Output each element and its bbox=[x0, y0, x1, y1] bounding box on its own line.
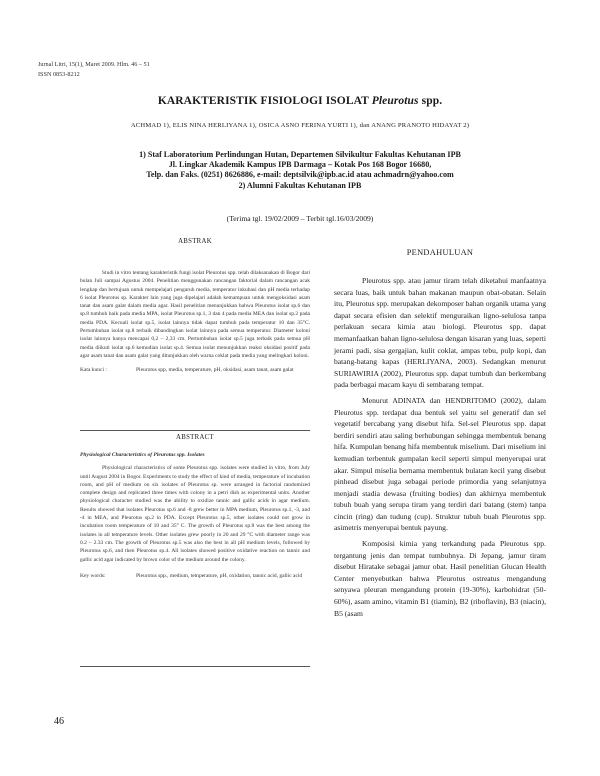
keywords-label: Key words: bbox=[80, 572, 106, 579]
paragraph: Menurut ADINATA dan HENDRITOMO (2002), dalam Pleurotus spp. terdapat dua bentuk sel yaitu sel generatif dan sel vegetatif bercabang yang disebut hifa. Sel-sel Pleurotus spp. dapat berdiri sendiri atau saling berhubungan sehingga membentuk benang hifa. Kumpulan benang hifa membentuk miselium. Dari miselium ini kemudian terbentuk gumpalan kecil seperti simpul menyerupai urat akar. Simpul miselia bernama membentuk bulatan kecil yang disebut pinhead disebut juga sebagai periode primordia yang selanjutnya menjadi stadia dewasa (fruiting bodies) dan akhirnya membentuk tubuh buah yang serupa tiram yang terdiri dari batang (stem) tanpa cincin (ring) dan tudung (cup). Struktur tubuh buah Pleurotus spp. asimetris menyerupai bentuk payung. bbox=[334, 395, 546, 533]
abstrak-keywords bbox=[80, 366, 310, 374]
keywords-text: Pleurotus spp, media, temperature, pH, oksidasi, asam tanat, asam galat bbox=[136, 367, 294, 374]
keywords-text: Pleurotus spp., medium, temperature, pH, oxidation, tannic acid, gallic acid bbox=[136, 572, 303, 579]
page-number: 46 bbox=[54, 716, 64, 727]
author-list: ACHMAD 1), ELIS NINA HERLIYANA 1), OSICA ASNO FERINA YURTI 1), dan ANANG PRANOTO HIDAYAT 2) bbox=[130, 122, 470, 129]
affiliation-line: Jl. Lingkar Akademik Kampus IPB Darmaga – Kotak Pos 168 Bogor 16680, bbox=[168, 160, 432, 170]
affiliation-line: 2) Alumni Fakultas Kehutanan IPB bbox=[238, 180, 362, 190]
paper-title: KARAKTERISTIK FISIOLOGI ISOLAT Pleurotus spp. bbox=[157, 95, 443, 107]
keywords-label: Kata kunci : bbox=[80, 367, 107, 374]
abstract-keywords bbox=[80, 572, 310, 580]
citation-line: Jurnal Litri, 15(1), Maret 2009. Hlm. 46 – 51 bbox=[38, 61, 150, 68]
abstract-section bbox=[80, 434, 310, 580]
pendahuluan-body bbox=[334, 275, 546, 619]
paragraph: Pleurotus spp. atau jamur tiram telah diketahui manfaatnya secara luas, baik untuk bahan makanan maupun obat-obatan. Selain itu, Pleurotus spp. merupakan dekomposer bahan organik utama yang dapat secara efisien dan selektif menguraikan ligno-selulosa tanpa perlakuan secara kimia atau biologi. Pleurotus spp. dapat memanfaatkan bahan ligno-selulosa dengan kisaran yang luas, seperti jerami padi, sisa gergajian, kulit coklat, ampas tebu, pulp kopi, dan batang-batang kapas (HERLIYANA, 2003). Sedangkan menurut SURIAWIRIA (2002), Pleurotus spp. dapat tumbuh dan berkembang pada berbagai macam kayu di sembarang tempat. bbox=[334, 276, 546, 390]
pendahuluan-section bbox=[334, 248, 546, 619]
divider bbox=[80, 666, 310, 667]
affiliation-block bbox=[0, 150, 600, 191]
submission-dates: (Terima tgl. 19/02/2009 – Terbit tgl.16/03/2009) bbox=[226, 214, 374, 223]
divider bbox=[80, 430, 310, 431]
journal-citation bbox=[38, 60, 150, 79]
pendahuluan-heading: PENDAHULUAN bbox=[406, 248, 474, 257]
abstrak-body: Studi in vitro tentang karakteristik fungi isolat Pleurotus spp. telah dilaksanakan di Bogor dari bulan Juli sampai Agustus 2004. Penelitian menggunakan rancangan faktorial dalam rancangan acak lengkap dan bertujuan untuk mempelajari pengaruh media, temperatur inkubasi dan pH media terhadap 6 isolat Pleurotus sp. Karakter lain yang juga dipelajari adalah kemampuan untuk mengoksidasi asam tanat dan asam galat dalam media agar. Hasil penelitian menunjukkan bahwa Pleurotus isolat sp.6 dan sp.8 tumbuh baik pada media MPA, isolat Pleurotus sp.1, 3 dan 4 pada media MEA dan isolat sp.2 pada media PDA. Kecuali isolat sp.5, isolat lainnya tidak dapat tumbuh pada temperatur 10 dan 35°C. Pertumbuhan isolat sp.8 terbaik dibandingkan isolat lainnya pada semua temperatur. Diameter koloni isolat lainnya hanya mencapai 0,2 – 2,33 cm. Pertumbuhan isolat sp.5 juga terbaik pada semua pH media diikuti isolat sp.6 kemudian isolat sp.4. Semua isolat menunjukkan reaksi oksidasi positif pada agar asam tanat dan asam galat yang ditunjukkan oleh warna coklat pada media yang melingkari koloni. bbox=[80, 270, 310, 359]
paragraph: Komposisi kimia yang terkandung pada Pleurotus spp. tergantung jenis dan tempat tumbuhnya. Di Jepang, jamur tiram disebut Hiratake sebagai jamur obat. Hasil penelitian Glucan Health Center menyebutkan bahwa Pleurotus ostreatus mengandung senyawa pleuran mengandung protein (19-30%), karbohidrat (50-60%), asam amino, vitamin B1 (tiamin), B2 (riboflavin), B3 (niacin), B5 (asam bbox=[334, 539, 546, 618]
abstrak-heading: ABSTRAK bbox=[178, 238, 212, 245]
issn-line: ISSN 0853-8212 bbox=[38, 70, 80, 78]
affiliation-line: Telp. dan Faks. (0251) 8626886, e-mail: deptsilvik@ipb.ac.id atau achmadrn@yahoo.com bbox=[146, 170, 454, 180]
abstract-body: Physiological characteristics of some Pleurotus spp. isolates were studied in vitro, from July until August 2004 in Bogor. Experiments to study the effect of kind of media, temperature of incubation room, and pH of medium on six isolates of Pleurotus sp. were arranged in factorial randomized complete design and replicated three times with colony in a petri dish as experimental units. Another physiological character studied was the ability to oxidize tannic and gallic acids in agar medium. Results showed that isolates Pleurotus sp.6 and -8 grew better in MPA medium, Pleurotus sp.1, -3, and -4 in MEA, and Pleurotus sp.2 in PDA. Except Pleurotus sp.5, other isolates could not grow in incubation room temperature of 10 and 35° C. The growth of Pleurotus sp.8 was the best among the isolates in all temperature levels. Other isolates grew poorly in 20 and 29 °C with diameter range was 0.2 – 2.33 cm. The growth of Pleurotus sp.5 was also the best in all pH medium levels, followed by Pleurotus sp.6, and then Pleurotus sp.4. All isolates showed positive oxidative reaction on tannic and gallic acid agar indicated by brown color of the medium around the colony. bbox=[80, 465, 310, 563]
affiliation-line: 1) Staf Laboratorium Perlindungan Hutan, Departemen Silvikultur Fakultas Kehutanan IPB bbox=[139, 150, 461, 159]
abstrak-section bbox=[80, 238, 310, 375]
abstract-subtitle: Physiological Characteristics of Pleurotus spp. Isolates bbox=[80, 452, 205, 458]
abstract-heading: ABSTRACT bbox=[176, 434, 214, 441]
